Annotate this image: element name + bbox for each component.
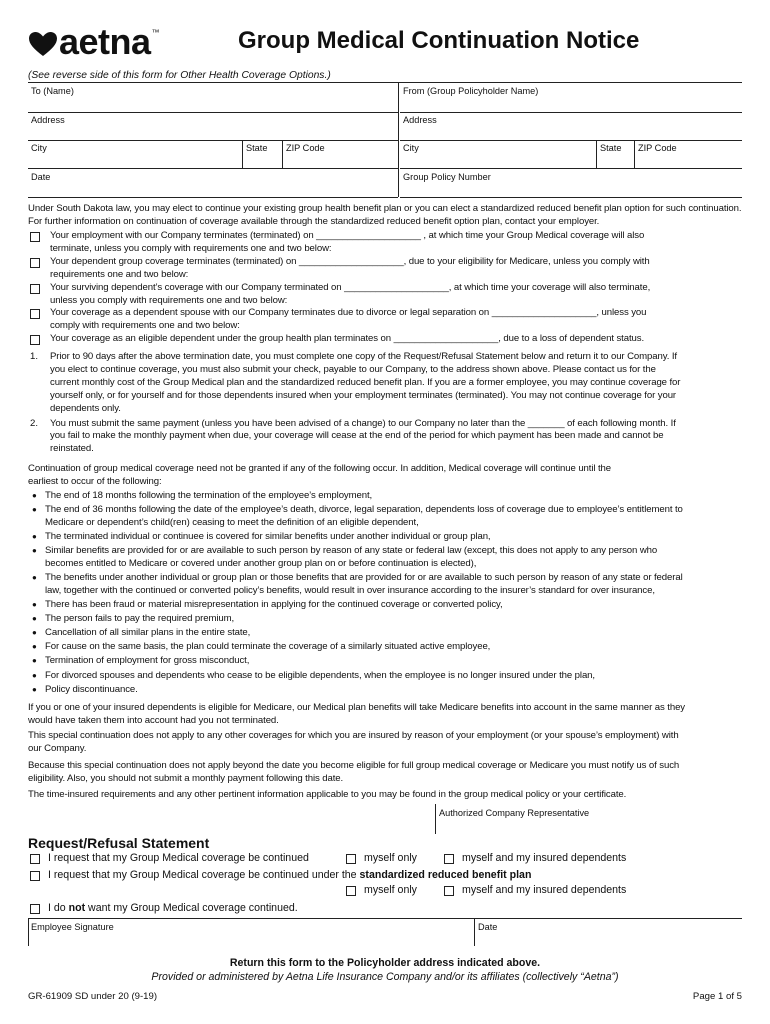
bullet-icon: ● (32, 600, 37, 609)
bullet-item-text: law, together with the continued or converted policy’s benefits, would result in over insurance according to the insurer’s standard for over insurance, (45, 584, 655, 596)
group-policy-number-field[interactable]: Group Policy Number (403, 172, 491, 182)
from-policyholder-field[interactable]: From (Group Policyholder Name) (403, 86, 539, 96)
form-number: GR-61909 SD under 20 (9-19) (28, 991, 158, 1002)
myself-only-label-2: myself only (364, 884, 417, 896)
bullet-icon: ● (32, 614, 37, 624)
requirement-text: you elect to continue coverage, you must also submit your check, payable to our Company, to the address shown above. Please contact us for the (50, 363, 656, 375)
decline-coverage-checkbox[interactable] (30, 904, 40, 914)
myself-only-checkbox-2[interactable] (346, 886, 356, 896)
requirement-number: 2. (30, 417, 39, 429)
termination-option-checkbox[interactable] (30, 258, 40, 268)
requirement-text: you fail to make the monthly payment when due, your coverage will cease at the end of the period for which payment has been made and cannot be (50, 430, 664, 442)
requirement-text: You must submit the same payment (unless you have been advised of a change) to our Company no later than the _______ of each following month. If (50, 417, 676, 429)
closing-text: our Company. (28, 743, 87, 754)
state-field-left[interactable]: State (246, 143, 268, 153)
termination-option-text: Your coverage as a dependent spouse with our Company terminates due to divorce or legal separation on ____________________, unless you (50, 307, 647, 319)
termination-option-text: requirements one and two below: (50, 268, 189, 280)
reverse-side-note: (See reverse side of this form for Other Health Coverage Options.) (28, 70, 331, 81)
requirement-text: reinstated. (50, 443, 94, 455)
address-field-right[interactable]: Address (403, 115, 437, 125)
bullet-icon: ● (32, 573, 37, 582)
requirement-text: current monthly cost of the Group Medical plan and the standardized reduced benefit plan. If you are a former employee, you may continue coverage for (50, 376, 681, 388)
bullet-icon: ● (32, 628, 37, 638)
reduced-plan-label: I request that my Group Medical coverage be continued under the standardized reduced benefit plan (48, 869, 532, 881)
bullet-item-text: Medicare or dependent’s child(ren) ceasing to meet the definition of an eligible dependent, (45, 516, 419, 528)
city-field-left[interactable]: City (31, 143, 47, 153)
closing-text: The time-insured requirements and any other pertinent information applicable to you may be found in the group medical policy or your certificate. (28, 789, 627, 800)
bullet-icon: ● (32, 531, 37, 541)
closing-text: Because this special continuation does not apply beyond the date you become eligible for full group medical coverage or Medicare you must notify us of such (28, 760, 680, 771)
termination-option-text: Your surviving dependent’s coverage with our Company terminated on ____________________, at which time your coverage will also terminate, (50, 281, 651, 293)
administered-by-note: Provided or administered by Aetna Life Insurance Company and/or its affiliates (collectively “Aetna”) (151, 971, 619, 983)
page-title: Group Medical Continuation Notice (238, 27, 640, 54)
page-number: Page 1 of 5 (692, 991, 742, 1002)
closing-text: eligibility. Also, you should not submit a monthly payment following this date. (28, 773, 344, 784)
closing-text: This special continuation does not apply to any other coverages for which you are insured by reason of your employment (or your spouse’s employment) with (28, 730, 679, 741)
bullet-icon: ● (32, 684, 37, 694)
authorized-representative-field[interactable]: Authorized Company Representative (439, 808, 590, 818)
myself-only-label-1: myself only (364, 852, 417, 864)
requirement-text: dependents only. (50, 402, 121, 414)
request-refusal-title: Request/Refusal Statement (28, 835, 210, 851)
bullet-item-text: The end of 36 months following the date of the employee’s death, divorce, legal separation, dependents loss of coverage due to employee’s entitlement to (45, 503, 683, 515)
bullet-item-text: Similar benefits are provided for or are available to such person by reason of any state or federal law (except, this does not apply to any person who (45, 545, 658, 556)
myself-dependents-checkbox-2[interactable] (444, 886, 454, 896)
bullet-icon: ● (32, 642, 37, 652)
termination-option-checkbox[interactable] (30, 335, 40, 345)
termination-option-text: comply with requirements one and two below: (50, 320, 240, 332)
continuation-intro-text: Continuation of group medical coverage need not be granted if any of the following occur. In addition, Medical coverage will continue until the (28, 463, 612, 474)
termination-option-text: terminate, unless you comply with requirements one and two below: (50, 242, 332, 254)
bullet-icon: ● (32, 504, 37, 514)
myself-dependents-label-2: myself and my insured dependents (462, 884, 627, 896)
to-name-field[interactable]: To (Name) (31, 86, 74, 96)
bullet-item-text: becomes entitled to Medicare or covered under another group plan on or before continuation is elected), (45, 557, 477, 569)
bullet-item-text: For cause on the same basis, the plan could terminate the coverage of a similarly situated active employee, (45, 641, 491, 653)
date-field[interactable]: Date (31, 172, 51, 182)
intro-paragraph: Under South Dakota law, you may elect to continue your existing group health benefit plan or you can elect a standardized reduced benefit plan option for such continuation. For further information on continuation of coverage available through the standardized reduced benefit option plan, contact your employer. (28, 203, 742, 227)
closing-text: would have taken them into account had you not terminated. (28, 715, 279, 726)
continue-coverage-checkbox[interactable] (30, 854, 40, 864)
requirement-text: Prior to 90 days after the above termination date, you must complete one copy of the Request/Refusal Statement below and return it to our Company. If (50, 351, 677, 362)
bullet-item-text: The person fails to pay the required premium, (45, 613, 235, 625)
employee-signature-field[interactable]: Employee Signature (31, 922, 114, 932)
termination-option-text: Your coverage as an eligible dependent under the group health plan terminates on ____________________, due to a loss of dependent status. (50, 333, 645, 345)
decline-coverage-label: I do not want my Group Medical coverage continued. (48, 902, 298, 914)
bullet-item-text: The terminated individual or continuee is covered for similar benefits under another individual or group plan, (45, 530, 491, 542)
requirement-number: 1. (30, 351, 39, 362)
termination-option-text: Your employment with our Company terminates (terminated) on ____________________ , at which time your Group Medical coverage will also (50, 230, 645, 241)
requirement-text: yourself only, or for yourself and for those dependents insured when your employment terminates (terminated). You may not continue coverage for your (50, 389, 677, 401)
myself-only-checkbox-1[interactable] (346, 854, 356, 864)
return-instructions: Return this form to the Policyholder address indicated above. (229, 957, 541, 969)
bullet-item-text: Termination of employment for gross misconduct, (45, 655, 250, 667)
city-field-right[interactable]: City (403, 143, 419, 153)
continue-coverage-label: I request that my Group Medical coverage be continued (48, 852, 309, 864)
termination-option-checkbox[interactable] (30, 232, 40, 242)
bullet-icon: ● (32, 656, 37, 666)
termination-option-text: Your dependent group coverage terminates (terminated) on ____________________, due to your eligibility for Medicare, unless you comply with (50, 255, 650, 267)
logo-wordmark: aetna (59, 21, 151, 62)
bullet-item-text: The end of 18 months following the termination of the employee’s employment, (45, 489, 373, 501)
bullet-item-text: Cancellation of all similar plans in the entire state, (45, 627, 251, 639)
continuation-intro-text: earliest to occur of the following: (28, 475, 162, 487)
zip-field-right[interactable]: ZIP Code (638, 143, 677, 153)
address-field-left[interactable]: Address (31, 115, 65, 125)
state-field-right[interactable]: State (600, 143, 622, 153)
bullet-icon: ● (32, 546, 37, 555)
bullet-item-text: For divorced spouses and dependents who cease to be eligible dependents, when the employee is no longer insured under the plan, (45, 669, 595, 681)
zip-field-left[interactable]: ZIP Code (286, 143, 325, 153)
aetna-logo (28, 21, 160, 62)
termination-option-checkbox[interactable] (30, 284, 40, 294)
reduced-plan-checkbox[interactable] (30, 871, 40, 881)
bullet-item-text: The benefits under another individual or group plan or those benefits that are provided for or are available to such person by reason of any state or federal (45, 572, 683, 583)
closing-text: If you or one of your insured dependents is eligible for Medicare, our Medical plan benefits will take Medicare benefits into account in the same manner as they (28, 702, 686, 713)
trademark-symbol: ™ (151, 28, 160, 37)
termination-option-checkbox[interactable] (30, 309, 40, 319)
termination-option-text: unless you comply with requirements one and two below: (50, 294, 288, 306)
bullet-icon: ● (32, 670, 37, 680)
bullet-item-text: Policy discontinuance. (45, 683, 138, 695)
myself-dependents-checkbox-1[interactable] (444, 854, 454, 864)
signature-date-field[interactable]: Date (478, 922, 498, 932)
bullet-icon: ● (32, 490, 37, 500)
myself-dependents-label-1: myself and my insured dependents (462, 852, 627, 864)
bullet-item-text: There has been fraud or material misrepresentation in applying for the continued coverage or converted policy, (45, 599, 503, 610)
heart-icon (28, 31, 58, 57)
